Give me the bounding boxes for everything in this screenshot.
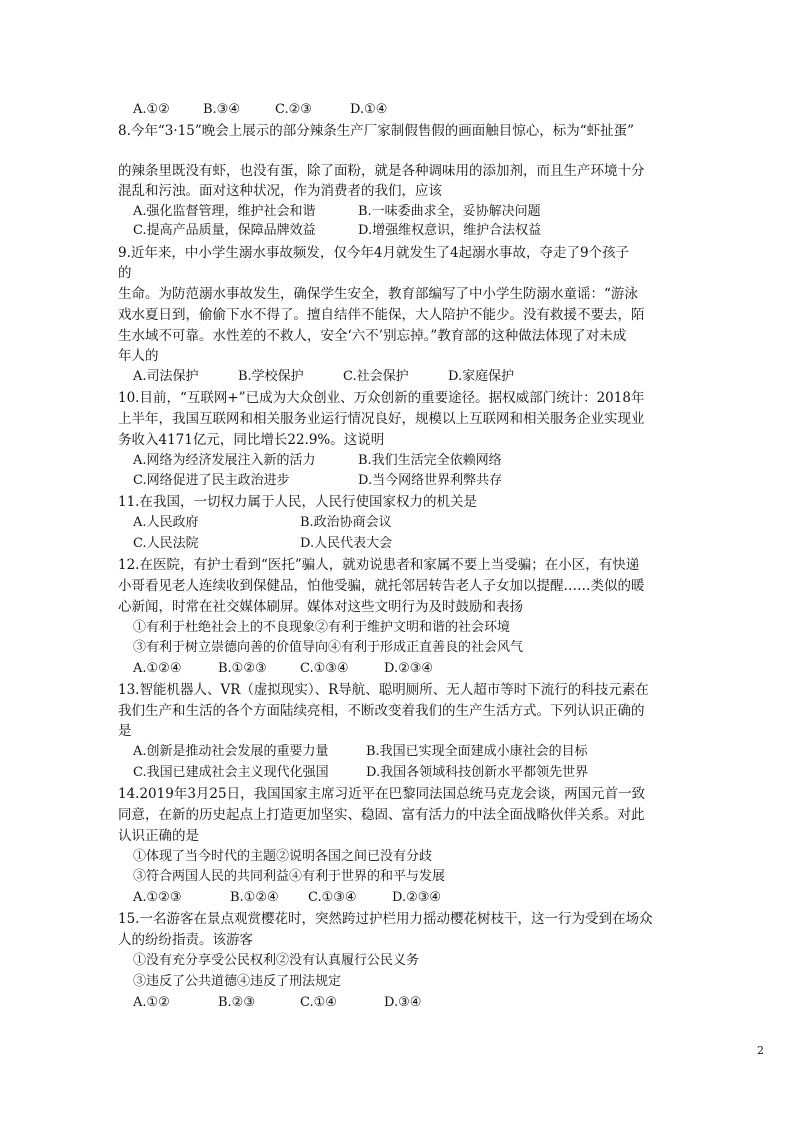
q12-stem-line2: 小哥看见老人连续收到保健品，怕他受骗，就托邻居转告老人子女加以提醒……类似的暖 [118, 578, 645, 594]
q12-option-c: C.①③④ [300, 661, 349, 676]
q8-stem-line3: 混乱和污浊。面对这种状况，作为消费者的我们，应该 [118, 183, 442, 199]
q9-stem-line5: 生水域不可靠。水性差的不救人，安全‘六不’别忘掉。”教育部的这种做法体现了对未成 [118, 328, 627, 344]
q8-option-b: B.一味委曲求全，妥协解决问题 [358, 204, 541, 219]
q13-option-c: C.我国已建成社会主义现代化强国 [133, 765, 329, 780]
q10-stem-line1: 10.目前，“互联网+”已成为大众创业、万众创新的重要途径。据权威部门统计：2018年 [118, 390, 645, 406]
q10-option-d: D.当今网络世界利弊共存 [358, 473, 503, 488]
q13-option-a: A.创新是推动社会发展的重要力量 [133, 744, 329, 759]
q9-option-c: C.社会保护 [343, 369, 409, 384]
q13-stem-line1: 13.智能机器人、VR（虚拟现实）、R导航、聪明厕所、无人超市等时下流行的科技元素在 [118, 682, 649, 698]
prev-option-a: A.①② [133, 102, 170, 117]
prev-option-c: C.②③ [275, 102, 312, 117]
q9-option-a: A.司法保护 [133, 369, 199, 384]
q15-option-b: B.②③ [218, 995, 255, 1010]
q9-option-d: D.家庭保护 [448, 369, 515, 384]
q14-stem-line2: 同意，在新的历史起点上打造更加坚实、稳固、富有活力的中法全面战略伙伴关系。对此 [118, 807, 645, 823]
q14-stem-line1: 14.2019年3月25日，我国国家主席习近平在巴黎同法国总统马克龙会谈，两国元首一致 [118, 786, 646, 802]
q14-option-c: C.①③④ [308, 890, 357, 905]
q14-option-b: B.①②④ [230, 890, 279, 905]
q11-option-a: A.人民政府 [133, 515, 199, 530]
q14-statement-1: ①体现了当今时代的主题②说明各国之间已没有分歧 [133, 849, 433, 864]
q12-option-a: A.①②④ [133, 661, 182, 676]
page-number: 2 [757, 1044, 764, 1057]
q8-option-a: A.强化监督管理，维护社会和谐 [133, 204, 316, 219]
q14-option-d: D.②③④ [392, 890, 442, 905]
q9-stem-line4: 戏水夏日到，偷偷下水不得了。擅自结伴不能保，大人陪护不能少。没有救援不要去，陌 [118, 307, 645, 323]
q8-stem-line2: 的辣条里既没有虾，也没有蛋，除了面粉，就是各种调味用的添加剂，而且生产环境十分 [118, 163, 645, 179]
q12-option-d: D.②③④ [384, 661, 434, 676]
q15-statement-1: ①没有充分享受公民权利②没有认真履行公民义务 [133, 953, 420, 968]
q10-option-a: A.网络为经济发展注入新的活力 [133, 453, 316, 468]
q15-stem-line2: 人的纷纷指责。该游客 [118, 932, 253, 948]
q8-option-d: D.增强维权意识，维护合法权益 [358, 223, 542, 238]
prev-option-b: B.③④ [203, 102, 240, 117]
q13-option-d: D.我国各领域科技创新水平都领先世界 [366, 765, 589, 780]
q10-option-c: C.网络促进了民主政治进步 [133, 473, 290, 488]
q15-option-a: A.①② [133, 995, 170, 1010]
q11-option-d: D.人民代表大会 [300, 536, 393, 551]
q10-option-b: B.我们生活完全依赖网络 [358, 453, 502, 468]
q13-stem-line3: 是 [118, 723, 132, 739]
q10-stem-line2: 上半年，我国互联网和相关服务业运行情况良好，规模以上互联网和相关服务企业实现业 [118, 411, 645, 427]
q14-statement-2: ③符合两国人民的共同利益④有利于世界的和平与发展 [133, 869, 446, 884]
q15-stem-line1: 15.一名游客在景点观赏樱花时，突然跨过护栏用力摇动樱花树枝干，这一行为受到在场众 [118, 911, 653, 927]
q12-statement-1: ①有利于杜绝社会上的不良现象②有利于维护文明和谐的社会环境 [133, 620, 511, 635]
q9-option-b: B.学校保护 [238, 369, 304, 384]
q15-option-d: D.③④ [384, 995, 422, 1010]
q8-stem-line1: 8.今年“3·15”晚会上展示的部分辣条生产厂家制假售假的画面触目惊心，标为“虾扯蛋” [118, 123, 635, 139]
q9-stem-line1: 9.近年来，中小学生溺水事故频发，仅今年4月就发生了4起溺水事故，夺走了9个孩子 [118, 245, 630, 261]
q9-stem-line3: 生命。为防范溺水事故发生，确保学生安全，教育部编写了中小学生防溺水童谣：“游泳 [118, 286, 638, 302]
q8-option-c: C.提高产品质量，保障品牌效益 [133, 223, 316, 238]
q11-stem-line1: 11.在我国，一切权力属于人民，人民行使国家权力的机关是 [118, 494, 477, 510]
q11-option-c: C.人民法院 [133, 536, 199, 551]
q11-option-b: B.政治协商会议 [300, 515, 392, 530]
q9-stem-line6: 年人的 [118, 348, 159, 364]
q14-option-a: A.①②③ [133, 890, 182, 905]
q10-stem-line3: 务收入4171亿元，同比增长22.9%。这说明 [118, 432, 385, 448]
q13-option-b: B.我国已实现全面建成小康社会的目标 [366, 744, 588, 759]
prev-option-d: D.①④ [350, 102, 388, 117]
q13-stem-line2: 我们生产和生活的各个方面陆续亮相，不断改变着我们的生产生活方式。下列认识正确的 [118, 703, 645, 719]
q12-stem-line1: 12.在医院，有护士看到“医托”骗人，就劝说患者和家属不要上当受骗；在小区，有快递 [118, 557, 640, 573]
q12-statement-2: ③有利于树立崇德向善的价值导向④有利于形成正直善良的社会风气 [133, 640, 524, 655]
q15-statement-2: ③违反了公共道德④违反了刑法规定 [133, 974, 342, 989]
q15-option-c: C.①④ [300, 995, 337, 1010]
q9-stem-line2: 的 [118, 265, 132, 281]
q14-stem-line3: 认识正确的是 [118, 828, 199, 844]
q12-option-b: B.①②③ [218, 661, 267, 676]
q12-stem-line3: 心新闻，时常在社交媒体刷屏。媒体对这些文明行为及时鼓励和表扬 [118, 599, 523, 615]
